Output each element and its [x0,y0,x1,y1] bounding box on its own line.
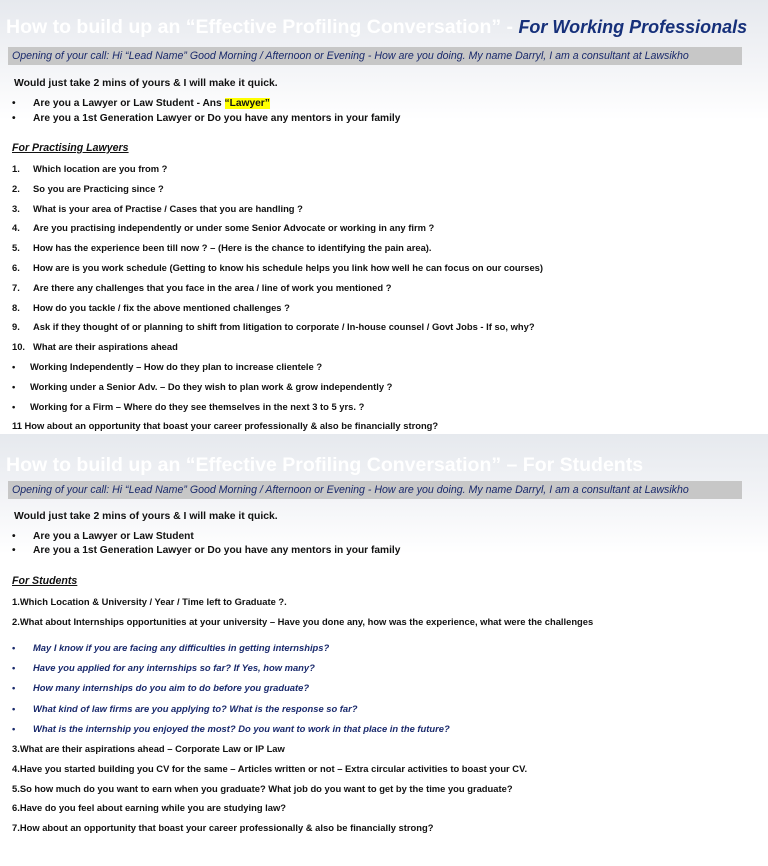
bullet-icon: • [12,361,16,372]
internship-question [12,661,315,674]
bullet-icon: • [12,642,16,653]
list-item [12,112,400,126]
title-text: How to build up an “Effective Profiling Conversation” – For Students [6,454,644,476]
question-item: 7.How about an opportunity that boast your career professionally & also be financially strong? [12,822,434,833]
section-heading: For Students [12,575,78,587]
title-audience: For Working Professionals [518,17,748,37]
title-prefix: How to build up an “Effective Profiling Conversation” - [6,16,519,38]
question-text: How do you tackle / fix the above mentioned challenges ? [33,302,290,313]
question-text: Which location are you from ? [33,163,168,174]
bullet-icon: • [12,401,16,412]
question-item [12,182,164,195]
question-text: Are you practising independently or under some Senior Advocate or working in any firm ? [33,222,435,233]
question-item [12,221,434,234]
question-item [12,241,432,254]
question-number: 5. [12,242,20,253]
bullet-text: Are you a 1st Generation Lawyer or Do you have any mentors in your family [33,545,401,556]
list-item [12,97,270,111]
question-item: 5.So how much do you want to earn when you graduate? What job do you want to get by the time you graduate? [12,783,513,794]
bullet-icon: • [12,381,16,392]
list-item [12,544,400,558]
internship-question-text: What kind of law firms are you applying to? What is the response so far? [33,703,358,714]
bullet-icon: • [12,662,16,673]
sub-bullet-item [12,360,322,373]
slide-title [6,13,747,41]
sub-bullet-item [12,400,364,413]
bullet-icon: • [12,703,16,714]
list-item [12,530,194,544]
sub-bullet-text: Working under a Senior Adv. – Do they wish to plan work & grow independently ? [30,381,393,392]
bullet-icon: • [12,113,16,124]
question-item [12,202,303,215]
question-text: Are there any challenges that you face in the area / line of work you mentioned ? [33,282,392,293]
question-number: 2. [12,183,20,194]
question-item: 4.Have you started building you CV for the same – Articles written or not – Extra circular activities to boast your CV. [12,763,528,774]
internship-question [12,722,450,735]
question-item [12,340,178,353]
internship-question [12,681,309,694]
sub-bullet-text: Working for a Firm – Where do they see themselves in the next 3 to 5 yrs. ? [30,401,365,412]
highlighted-answer: “Lawyer” [224,98,270,109]
question-item [12,261,543,274]
question-item [12,162,167,175]
intro-text: Would just take 2 mins of yours & I will make it quick. [14,511,278,522]
internship-question-text: May I know if you are facing any difficulties in getting internships? [33,642,330,653]
question-text: What is your area of Practise / Cases that you are handling ? [33,203,303,214]
question-item: 6.Have do you feel about earning while you are studying law? [12,802,287,813]
opening-line: Opening of your call: Hi “Lead Name” Good Morning / Afternoon or Evening - How are you doing. My name Darryl, I am a consultant at Lawsikho [8,47,742,65]
question-number: 3. [12,203,20,214]
question-number: 7. [12,282,20,293]
internship-question [12,641,329,654]
question-item: 3.What are their aspirations ahead – Corporate Law or IP Law [12,743,285,754]
intro-text: Would just take 2 mins of yours & I will make it quick. [14,78,278,89]
question-number: 4. [12,222,20,233]
question-number: 6. [12,262,20,273]
bullet-icon: • [12,531,16,542]
question-text: Ask if they thought of or planning to shift from litigation to corporate / In-house counsel / Govt Jobs - If so, why? [33,321,535,332]
opening-line: Opening of your call: Hi “Lead Name” Good Morning / Afternoon or Evening - How are you doing. My name Darryl, I am a consultant at Lawsikho [8,481,742,499]
internship-question [12,702,358,715]
question-item-11: 11 How about an opportunity that boast your career professionally & also be financially strong? [12,420,439,431]
section-heading: For Practising Lawyers [12,142,129,154]
question-item: 1.Which Location & University / Year / Time left to Graduate ?. [12,596,287,607]
question-item [12,320,535,333]
bullet-text: Are you a 1st Generation Lawyer or Do you have any mentors in your family [33,113,401,124]
bullet-icon: • [12,545,16,556]
internship-question-text: How many internships do you aim to do before you graduate? [33,682,310,693]
internship-question-text: What is the internship you enjoyed the most? Do you want to work in that place in the future? [33,723,450,734]
question-text: How has the experience been till now ? – (Here is the chance to identifying the pain area). [33,242,432,253]
students-slide [0,434,768,866]
question-item [12,301,290,314]
bullet-icon: • [12,723,16,734]
question-number: 10. [12,341,26,352]
question-item [12,281,391,294]
question-number: 9. [12,321,20,332]
question-text: So you are Practicing since ? [33,183,164,194]
sub-bullet-item [12,380,392,393]
internship-question-text: Have you applied for any internships so far? If Yes, how many? [33,662,315,673]
bullet-icon: • [12,682,16,693]
sub-bullet-text: Working Independently – How do they plan to increase clientele ? [30,361,323,372]
bullet-icon: • [12,98,16,109]
question-item: 2.What about Internships opportunities at your university – Have you done any, how was the experience, what were the challenges [12,616,594,627]
question-text: What are their aspirations ahead [33,341,178,352]
question-number: 8. [12,302,20,313]
bullet-text: Are you a Lawyer or Law Student - Ans [33,98,225,109]
bullet-text: Are you a Lawyer or Law Student [33,531,194,542]
question-text: How are is you work schedule (Getting to know his schedule helps you link how well he can focus on our courses) [33,262,543,273]
question-number: 1. [12,163,20,174]
slide-title [6,451,643,479]
